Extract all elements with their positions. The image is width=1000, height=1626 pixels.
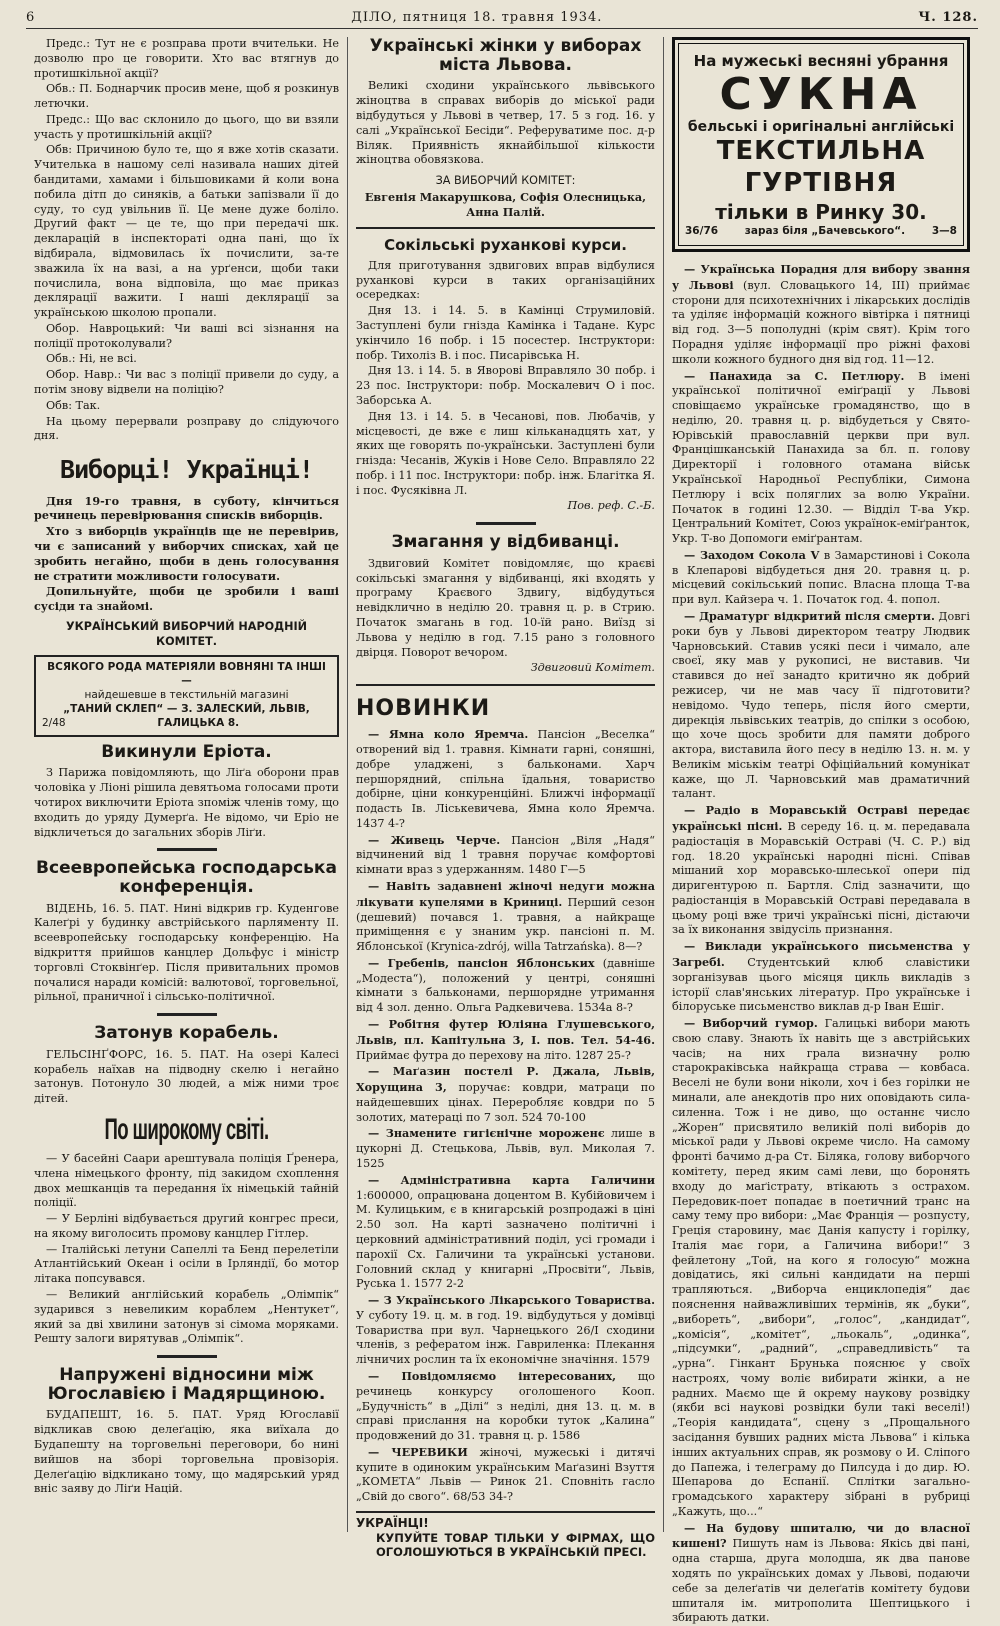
news-item-lead: — Живець Черче. bbox=[368, 832, 501, 847]
voters-signature: УКРАЇНСЬКИЙ ВИБОРЧИЙ НАРОДНІЙ КОМІТЕТ. bbox=[65, 619, 308, 648]
sokil-paragraph: Дня 13. і 14. 5. в Чесанові, пов. Любачів, у місцевості, де вже є лиш кільканадцять хат, у яких ще говорять по-українськи. Заступлені були гнізда: Чесанів, Жуків і Нове Село. Вправляло 22 побр. і 11 пос. Інструктори: побр. інж. Благітка Я. і пос. Фусяківна Л. bbox=[356, 409, 655, 497]
conference-headline: Всеевропейська господарська конференція. bbox=[36, 858, 337, 897]
divider bbox=[356, 684, 655, 686]
world-headline: По широкому світі. bbox=[104, 1112, 269, 1146]
news-item bbox=[672, 262, 970, 367]
news-item-text: Довгі роки був у Львові директором театру Людвик Чарновський. Ставив усякі песи і чимало, але своєї, яку мав у рукописі, не виставив. Чи ставився до неї занадто критично як добрий режисер, чи не мав часу її підготовити? невідомо. Чудо теперь, після його смерти, дирекція львівських театрів, до спілки з особою, що хоче щось зробити для памяти доброго актора, виставила його песу в неділю 13. н. м. у Великім міськім театрі Офіційальний комунікат каже, що Л. Чарновський мав драматичний талант. bbox=[672, 610, 970, 801]
voters-paragraph: Допильнуйте, щоби це зробили і ваші сусіди та знайомі. bbox=[34, 584, 339, 614]
news-item-lead: — Ямна коло Яремча. bbox=[368, 727, 529, 742]
news-item-lead: — Робітня футер Юліяна Глушевського, Львів, пл. Капітульна 3, І. пов. Тел. 54-46. bbox=[356, 1017, 655, 1047]
voters-headline: Виборці! Українці! bbox=[60, 455, 313, 485]
women-body: Великі сходини українського львівського жіноцтва в справах виборів до міської ради відбудуться у Львові в четвер, 17. 5 з год. 16. у салі „Української Бесіди“. Реферуватиме пос. д-р Віляк. Приявність якнайбільшої кількости жіноцтва обовязкова. bbox=[356, 79, 655, 167]
cloth-ad-line: бельські і оригінальні англійські bbox=[687, 118, 955, 135]
dialog-line: Обв: Причиною було те, що я вже хотів сказати. Учителька в нашому селі називала наших дітей бандитами, хамами і більшовиками й коли вона побила дітп до синяків, а батьки запізвали її до суду, то суд увільнив її. Це мене дуже боліло. Другий факт — це те, що при передачі шк. декларацій в інспектораті одна пані, що їх відбирала, відмовилась їх почислити, за-те зважила їх на вазі, а на урґенси, щоби таки почислила, вона відповіла, що має приказ деклярації важити. І наші деклярації за українською школою пропали. bbox=[34, 143, 339, 320]
news-item bbox=[356, 1293, 655, 1368]
dialog-line: Обв.: П. Боднарчик просив мене, щоб я розкинув летючки. bbox=[34, 82, 339, 111]
news-item bbox=[356, 727, 655, 831]
fabric-ad-line: „ТАНИЙ СКЛЕП“ — З. ЗАЛЕСКИЙ, ЛЬВІВ, bbox=[63, 702, 310, 715]
buy-ukrainian-box bbox=[356, 1511, 655, 1560]
news-item-lead: — Радіо в Моравській Остраві передає українські пісні. bbox=[672, 803, 970, 833]
fabric-ad bbox=[34, 655, 339, 736]
column-1 bbox=[26, 37, 348, 1532]
world-item: — У Берліні відбувається другий конгрес преси, на якому виголосить промову канцлер Гітлер. bbox=[34, 1212, 339, 1240]
sokil-headline: Сокільські руханкові курси. bbox=[384, 236, 627, 255]
news-item-text: Студентський клюб славістики зорганізував цього місяця цикль викладів з історії слав'янських літератур. Про українське і білоруське письменство виклав д-р Іван Ешіг. bbox=[672, 956, 970, 1014]
news-item-lead: — Українська Порадня для вибору звання у Львові bbox=[672, 262, 970, 292]
news-item-text: 1:600000, опрацювана доцентом В. Кубійовичем і М. Кулицьким, є в книгарській розпродажі в ціні 2.50 зол. На карті зазначено політичні і церковний адміністративний поділ, усі громади і парохії Сх. Галичини та українські установи. Головний склад у книгарні „Просвіти“, Львів, Руська 1. 1577 2-2 bbox=[356, 1188, 655, 1291]
news-item-text: (вул. Словацького 14, ІІІ) приймає сторони для психотехнічних і лікарських дослідів та уділяє інформацій кожного вівтірка і пятниці від год. 3—5 пополудні (крім свят). Крім того Порадня уділяє інформації про ріжні фахові школи кожного будного дня від год. 11—12. bbox=[672, 278, 970, 366]
news-item bbox=[672, 609, 970, 802]
ship-body: ГЕЛЬСІНҐФОРС, 16. 5. ПАТ. На озері Калесі корабель наїхав на підводну скелю і негайно затонув. Потонуло 30 людей, а між ними троє дітей. bbox=[34, 1047, 339, 1106]
news-item-text: Пансіон „Веселка“ отворений від 1. травня. Кімнати гарні, соняшні, добре уладжені, з бальконами. Харч першорядний, спільна їдальня, товариство добірне, ціни конкуренційні. Ближчі інформації подасть Ів. Ліськевичева, Ямна коло Яремча. 1437 4-? bbox=[356, 728, 656, 830]
dialog-line: Обор. Навроцький: Чи ваші всі зізнання на поліції протоколували? bbox=[34, 321, 339, 350]
masthead: ДІЛО, пятниця 18. травня 1934. bbox=[351, 10, 603, 25]
conference-body: ВІДЕНЬ, 16. 5. ПАТ. Нині відкрив гр. Куденгове Калеґрі у будинку австрійського парляменту II. всеевропейську господарську конференцію. На відкриття прийшов канцлер Дольфус і міністр торговлі Стоквінґер. Після привитальних промов почалися наради комісій: валютової, торговельної, рільної, праничної і сільсько-політичної. bbox=[34, 901, 339, 1004]
news-item-lead: — Виборчий гумор. bbox=[684, 1016, 818, 1031]
world-item: — Італійські летуни Сапеллі та Бенд перелетіли Атлантійський Океан і осіли в Ірляндії, бо мотор літака попсувався. bbox=[34, 1242, 339, 1286]
news-item-lead: — Панахида за С. Петлюру. bbox=[684, 368, 905, 383]
news-item bbox=[356, 1126, 655, 1171]
news-item-text: Перший сезон (дешевий) почався 1. травня, а найкраще приміщення є у знаним укр. пансіоні п. М. Яблонської (Krynica-zdrój, willa Tatrzańska). 8—? bbox=[356, 895, 655, 954]
news-item-lead: — Драматург відкритий після смерти. bbox=[684, 609, 935, 624]
dialog-line: Обв.: Ні, не всі. bbox=[46, 352, 137, 366]
cloth-ad-number: 36/76 bbox=[685, 225, 719, 238]
sokil-paragraph: Дня 13. і 14. 5. в Яворові Вправляло 30 побр. і 23 пос. Інструктори: побр. Москалевич О і пос. Заборська А. bbox=[356, 364, 655, 407]
news-item-lead: — Гребенів, пансіон Яблонських bbox=[368, 955, 595, 970]
news-item-lead: — Маґазин постелі Р. Джала, Львів, Хорущина 3, bbox=[356, 1064, 655, 1095]
news-item bbox=[356, 1064, 655, 1125]
news-item-lead: — Навіть задавнені жіночі недуги можна лікувати купелями в Криниці. bbox=[356, 878, 655, 909]
news-item bbox=[672, 1016, 970, 1520]
news-item-lead: — Виклади українського письменства у Загребі. bbox=[672, 939, 970, 970]
ship-headline: Затонув корабель. bbox=[94, 1023, 279, 1044]
news-item bbox=[356, 879, 655, 955]
divider bbox=[157, 848, 217, 851]
news-item-lead: — Повідомляємо інтересованих, bbox=[368, 1368, 617, 1383]
dialog-line: Обор. Навр.: Чи вас з поліції привели до суду, а потім знову відвели на поліцію? bbox=[34, 368, 339, 396]
news-item-text: Пишуть нам із Львова: Якісь дві пані, одна старша, друга молодша, як два панове ходять по українських домах у Львові, подаючи себе за делеґатів чи делеґатів комітету будови шпиталя ім. митрополита Шептицького і збирають датки. bbox=[672, 1537, 970, 1625]
dialog-line: На цьому перервали розправу до слідуючого дня. bbox=[34, 414, 339, 443]
sokil-paragraph: Для приготування здвигових вправ відбулися руханкові курси в таких організаційних осередках: bbox=[356, 258, 655, 302]
issue-number: Ч. 128. bbox=[918, 10, 978, 25]
cloth-ad-line: зараз біля „Бачевського“. bbox=[744, 225, 906, 238]
divider bbox=[157, 1355, 217, 1358]
news-list bbox=[672, 262, 970, 1626]
news-item-lead: — Знамените гигієнічне мороженє bbox=[368, 1126, 605, 1141]
buy-ukrainian-text: КУПУЙТЕ ТОВАР ТІЛЬКИ У ФІРМАХ, ЩО ОГОЛОШУЮТЬСЯ В УКРАЇНСЬКІЙ ПРЕСІ. bbox=[376, 1531, 655, 1560]
news-item-text: У суботу 19. ц. м. в год. 19. відбудуться у домівці Товариства при вул. Чарнецького 26/І сходини членів, з рефератом інж. Гавриленка: Плекання лічничих рослин та їх економічне значіння. 1579 bbox=[356, 1308, 655, 1367]
voters-paragraph: Дня 19-го травня, в суботу, кінчиться речинець перевірювання списків виборців. bbox=[34, 493, 339, 523]
news-item bbox=[672, 1521, 970, 1626]
news-item-text: лише в цукорні Д. Стецькова, Львів, вул. Миколая 7. 1525 bbox=[356, 1127, 655, 1171]
fabric-ad-line: ГАЛИЦЬКА 8. bbox=[157, 716, 240, 729]
volleyball-headline: Змагання у відбиванці. bbox=[391, 532, 620, 553]
court-dialog bbox=[34, 37, 339, 444]
news-item-text: (давніше „Модеста“), положений у центрі, соняшні кімнати з бальконами, першорядне утримання від 4 зол. денно. Ольга Радкевичева. 1534а 8-? bbox=[356, 956, 655, 1015]
page-number: 6 bbox=[26, 10, 36, 25]
news-item-text: В імені української політичної еміґрації у Львові сповіщаємо українське громадянство, що в неділю, 20. травня ц. р. відбудеться у Свято-Юрівській православній церкви при вул. Францішканській Панахида за бл. п. голову Директорії і головного отамана військ Української Народньої Республіки, Симона Петлюру і всіх поляглих за волю України. Початок в годині 12.30. — Відділ Т-ва Укр. Центральний Комітет, Союз українок-еміґранток, Укр. Т-во Допомоги еміґрантам. bbox=[672, 369, 970, 546]
world-item: — У басейні Саари арештувала поліція Ґренера, члена німецького фронту, під закидом схоплення двох мешканців та передання їх німецькій тайній поліції. bbox=[34, 1151, 339, 1210]
eriot-headline: Викинули Еріота. bbox=[101, 741, 272, 762]
cloth-ad-number: 3—8 bbox=[931, 225, 957, 238]
fabric-ad-number: 2/48 bbox=[42, 716, 66, 729]
women-headline: Українські жінки у виборах міста Львова. bbox=[369, 36, 642, 75]
news-item-lead: — ЧЕРЕВИКИ bbox=[368, 1444, 468, 1459]
divider bbox=[476, 522, 536, 525]
columns bbox=[26, 36, 978, 1625]
news-item-text: Пансіон „Віля „Надя“ відчинений від 1 травня поручає комфортові кімнати враз з удержанням. 1480 Г—5 bbox=[356, 833, 655, 877]
sokil-signature: Пов. реф. С.-Б. bbox=[567, 499, 655, 513]
page-header bbox=[26, 10, 978, 29]
news-item bbox=[356, 1369, 655, 1444]
news-item bbox=[672, 548, 970, 608]
divider bbox=[356, 227, 655, 229]
eriot-body: З Парижа повідомляють, що Ліґа оборони прав чоловіка у Ліоні рішила девятьома голосами проти чотирох виключити Еріота зпоміж членів тому, що входить до уряду Думерґа. Не відомо, чи Еріо не відкличеться до загальних зборів Ліґи. bbox=[34, 766, 339, 839]
fabric-ad-line: ВСЯКОГО РОДА МАТЕРІЯЛИ ВОВНЯНІ ТА ІНШІ — bbox=[47, 661, 326, 688]
dialog-line: Предс.: Тут не є розправа проти вчительки. Не дозволю про це говорити. Хто вас втягнув до протишкільної акції? bbox=[34, 37, 339, 80]
volleyball-body: Здвиговий Комітет повідомляє, що краєві сокільські змагання у відбиванці, які входять у програму Краєвого Здвигу, відбудуться невідклично в неділю 20. травня ц. р. в Стрию. Початок змагань в год. 10-їй рано. Виїзд зі Львова у неділю в год. 7.15 рано з головного двірця. Поворот вечором. bbox=[356, 556, 655, 659]
column-3 bbox=[664, 37, 978, 1625]
news-item-text: в Замарстинові і Сокола в Клепарові відбудеться дня 20. травня ц. р. місцевий сокільський попис. Власна площа Т-ва при вул. Кайзера ч. 1. Початок год. 4. попол. bbox=[672, 548, 971, 607]
news-item-text: Приймає футра до перехову на літо. 1287 25-? bbox=[356, 1048, 631, 1062]
women-signature-title: ЗА ВИБОРЧИЙ КОМІТЕТ: bbox=[435, 174, 576, 188]
world-item: — Великий англійський корабель „Олімпік“ зударився з невеликим кораблем „Нентукет“, який за дві хвилини затонув зі сімома моряками. Решту залоги вирятував „Олімпік“. bbox=[34, 1287, 339, 1346]
cloth-ad-store: ТЕКСТИЛЬНА ГУРТІВНЯ bbox=[716, 136, 926, 198]
news-item-text: поручає: ковдри, матраци по найдешевших цінах. Переробляє ковдри по 5 золотих, матераці по 7 зол. 524 70-100 bbox=[356, 1081, 655, 1124]
news-item-lead: — З Українського Лікарського Товариства. bbox=[368, 1293, 655, 1308]
column-2 bbox=[348, 36, 664, 1560]
news-item bbox=[356, 956, 655, 1016]
dialog-line: Обв: Так. bbox=[46, 398, 101, 412]
buy-ukrainian-lead: УКРАЇНЦІ! bbox=[356, 1516, 429, 1530]
news-item bbox=[356, 1445, 655, 1505]
news-item-text: жіночі, мужеські і дитячі купите в одиноким українським Маґазині Взуття „КОМЕТА“ Львів — Ринок 21. Сповніть гасло „Свій до свого“. 68/53 34-? bbox=[356, 1445, 655, 1504]
sokil-paragraph: Дня 13. і 14. 5. в Камінці Струмиловій. Заступлені були гнізда Камінка і Тадане. Курс укінчило 16 побр. і 15 посестер. Інструктори: побр. Тихоліз В. і пос. Писарівська Н. bbox=[356, 304, 655, 362]
cloth-ad-address: тільки в Ринку 30. bbox=[715, 199, 927, 224]
news-item-lead: — На будову шпиталю, чи до власної кишені? bbox=[672, 1520, 970, 1551]
news-item bbox=[672, 803, 970, 938]
dialog-line: Предс.: Що вас склонило до цього, що ви взяли участь у протишкільній акції? bbox=[34, 112, 339, 141]
news-item-text: що речинець конкурсу оголошеного Кооп. „Будучність“ в „Ділі“ з неділі, дня 13. ц. м. в справі прислання на коробки туток „Калина“ продовжений до 31. травня ц. р. 1586 bbox=[356, 1369, 655, 1443]
news-item bbox=[672, 369, 970, 547]
fabric-ad-line: найдешевше в текстильній магазині bbox=[84, 689, 289, 702]
news-section-title: НОВИНКИ bbox=[356, 696, 491, 722]
news-item-text: Галицькі вибори мають свою славу. Знають їх навіть ще з австрійських часів; на них грала визначну ролю старокраківська найкраща страва — ковбаса. Веселі не були вони ніколи, хоч і без горілки не минали, але анекдотів про них оповідають сила-силенна. Тож і не диво, що останнє число „Жорен“ присвятило великій полі виборів до міської ради у Львові окреме число. На самому фронті бачимо д-ра Ст. Біляка, голову виборчого комітету, перед яким самі леви, що боронять входу до маґістрату, втікають з острахом. Передовик-поет попадає в поетичний транс на саму тему про вибори: „Має Франція — розпусту, Греція старовину, має Данія капусту і горілку, Італія має гори, а Галичина вибори!“ З фейлетону „Той, на кого я голосую“ можна довідатись, які сильні кандидати на перші трапляються. „Виборча енциклопедія“ дає пояснення найважливіших термінів, як „буки“, „вибореть“, „вибори“, „голос“, „кандидат“, „комісія“, „комітет“, „льокаль“, „одинка“, „підсумки“, „радний“, „справедливість“ та „урна“. Гінкант Брунька пояснює у своїх настроях, чому воліє вибирати жінки, а не радних. Маємо ще й окрему наукову розвідку (якби всі наукові розвідки були такі веселі!) „Теорія кандидата“, сцену з „Прощального засідання бувших радних міста Львова“ і кілька інших актуальних справ, як розмову о И. Сліпого до Папежа, і телеграму до Пилсуда і до дир. Ю. Шепарова до Еспанії. Сплітки загально-громадського характеру зібрані в рубриці „Кажуть, що...“ bbox=[672, 1017, 970, 1518]
yugoslavia-body: БУДАПЕШТ, 16. 5. ПАТ. Уряд Югославії відкликав свою делеґацію, яка виїхала до Будапешту на торговельні переговори, бо нині вийшов на зборі торговельна провізорія. Делеґацію відкликано тому, що мадярський уряд вніс заяву до Ліґи Націй. bbox=[34, 1408, 339, 1496]
news-item-lead: — Заходом Сокола V bbox=[684, 547, 820, 562]
women-signature-names: Евгенія Макарушкова, Софія Олесницька, Анна Палій. bbox=[364, 189, 647, 219]
cloth-ad bbox=[672, 37, 970, 252]
yugoslavia-headline: Напружені відносини між Югославією і Мадярщиною. bbox=[47, 1365, 326, 1404]
news-item bbox=[356, 1017, 655, 1063]
voters-paragraph: Хто з виборців українців ще не перевірив, чи є записаний у виборчих списках, хай це зробить негайно, щоби в день голосування не стратити можливости голосувати. bbox=[34, 524, 339, 583]
divider bbox=[157, 1013, 217, 1016]
news-item bbox=[672, 939, 970, 1015]
news-list bbox=[356, 727, 655, 1505]
news-item bbox=[356, 1173, 655, 1292]
volleyball-signature: Здвиговий Комітет. bbox=[530, 661, 655, 675]
news-item-lead: — Адміністративна карта Галичини bbox=[368, 1172, 655, 1187]
cloth-ad-title: СУКНА bbox=[719, 68, 923, 120]
news-item-text: В середу 16. ц. м. передавала радіостація в Моравській Остраві (Ч. С. Р.) від год. 18.20 українські народні пісні. Співав мішаний хор моравсько-шлеської опери під диригентурою п. Бартля. Слід зазначити, що радіостанція в Моравській Остраві передавала в цьому році вже тричі українські пісні, дістаючи за їх виконання звідусіль признання. bbox=[672, 819, 970, 937]
cloth-ad-line: На мужеські весняні убрання bbox=[693, 52, 949, 70]
news-item bbox=[356, 833, 655, 878]
